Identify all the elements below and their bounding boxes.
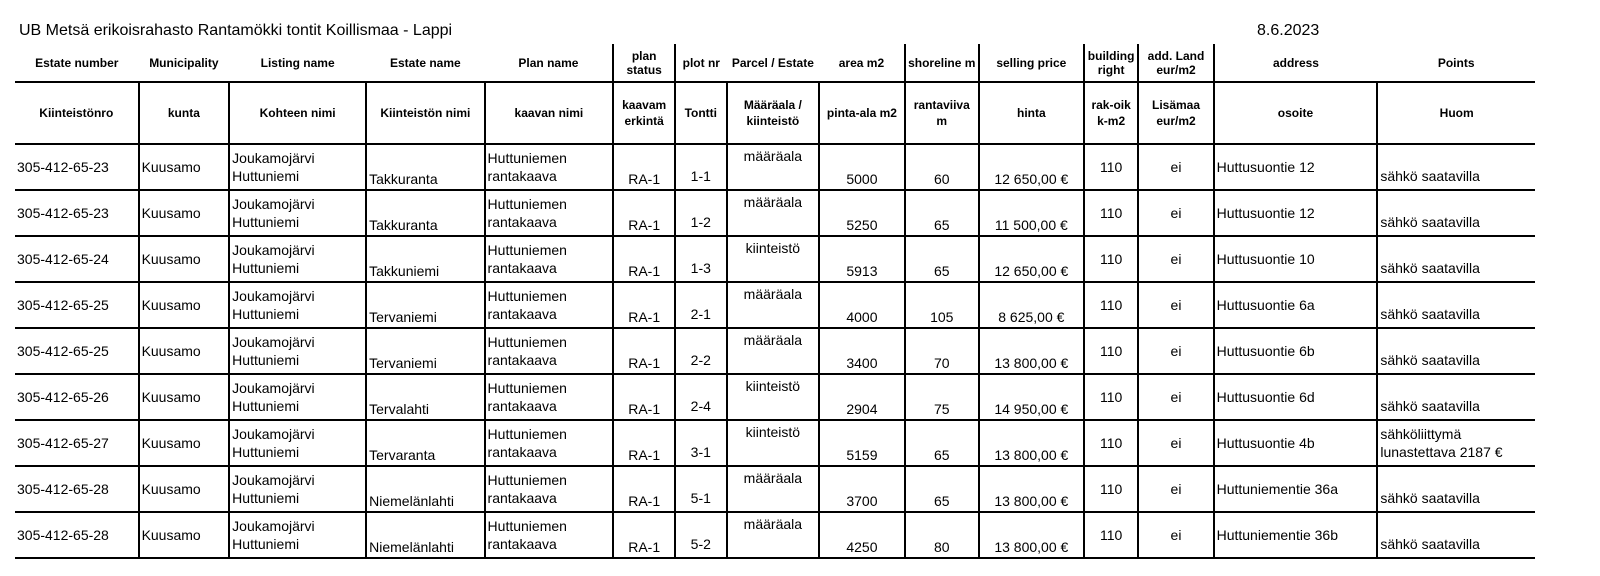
cell-plan-name-line: rantakaava [487, 352, 557, 368]
cell-plot-nr-value: 3-1 [690, 444, 711, 460]
cell-plot-nr-value: 2-1 [690, 306, 711, 322]
cell-municipality: Kuusamo [139, 374, 230, 420]
header-en-area: area m2 [838, 55, 885, 70]
cell-plot-nr-value: 5-1 [690, 490, 711, 506]
cell-price: 13 800,00 € [979, 466, 1084, 512]
cell-price: 14 950,00 € [979, 374, 1084, 420]
cell-points-line: sähkö saatavilla [1380, 214, 1480, 230]
cell-listing-name-line: Huttuniemi [232, 444, 300, 460]
cell-plot-nr [675, 374, 726, 420]
cell-municipality: Kuusamo [139, 282, 230, 328]
cell-points-line [1380, 287, 1533, 305]
header-fi-estate-name: Kiinteistön nimi [366, 82, 484, 144]
cell-shoreline: 105 [905, 282, 979, 328]
cell-municipality: Kuusamo [139, 190, 230, 236]
cell-listing-name-line: Huttuniemi [232, 214, 300, 230]
cell-points [1377, 512, 1535, 558]
cell-plot-nr [675, 512, 726, 558]
cell-shoreline: 65 [905, 236, 979, 282]
cell-estate-name: Tervaniemi [366, 328, 484, 374]
cell-points-line [1380, 195, 1533, 213]
cell-address: Huttusuontie 12 [1214, 190, 1378, 236]
cell-add-land: ei [1138, 282, 1213, 328]
cell-plot-nr-value: 1-2 [690, 214, 711, 230]
cell-plan-name-line: Huttuniemen [487, 288, 567, 304]
cell-add-land: ei [1138, 144, 1213, 190]
cell-building-right: 110 [1084, 282, 1139, 328]
cell-listing-name [229, 236, 366, 282]
cell-area: 2904 [819, 374, 904, 420]
cell-listing-name [229, 328, 366, 374]
cell-plan-name-line: Huttuniemen [487, 472, 567, 488]
cell-parcel: määräala [727, 190, 820, 236]
cell-plan-name-line: rantakaava [487, 168, 557, 184]
cell-shoreline: 65 [905, 466, 979, 512]
cell-plan-name [485, 190, 614, 236]
cell-points [1377, 282, 1535, 328]
cell-points-line: sähkö saatavilla [1380, 260, 1480, 276]
cell-listing-name-line: Joukamojärvi [232, 196, 315, 212]
cell-listing-name-line: Joukamojärvi [232, 242, 315, 258]
cell-estate-number: 305-412-65-28 [15, 512, 139, 558]
cell-estate-number: 305-412-65-25 [15, 282, 139, 328]
cell-plot-nr [675, 190, 726, 236]
cell-plan-status: RA-1 [613, 282, 675, 328]
cell-estate-name: Niemelänlahti [366, 466, 484, 512]
cell-points-line: sähkö saatavilla [1380, 490, 1480, 506]
cell-plan-name-line: Huttuniemen [487, 426, 567, 442]
cell-shoreline: 70 [905, 328, 979, 374]
table-row [15, 512, 1535, 558]
cell-municipality: Kuusamo [139, 144, 230, 190]
header-en-add-land: add. Land eur/m2 [1138, 44, 1213, 82]
cell-area: 5000 [819, 144, 904, 190]
cell-parcel: määräala [727, 328, 820, 374]
header-en-building-right: building right [1084, 44, 1139, 82]
cell-plan-status: RA-1 [613, 328, 675, 374]
cell-municipality: Kuusamo [139, 420, 230, 466]
cell-add-land: ei [1138, 236, 1213, 282]
cell-listing-name-line: Joukamojärvi [232, 288, 315, 304]
cell-address: Huttusuontie 12 [1214, 144, 1378, 190]
cell-add-land: ei [1138, 420, 1213, 466]
table-row [15, 466, 1535, 512]
cell-parcel: määräala [727, 512, 820, 558]
header-fi-price: hinta [979, 82, 1084, 144]
table-row [15, 190, 1535, 236]
cell-building-right: 110 [1084, 374, 1139, 420]
table-row [15, 282, 1535, 328]
header-fi-plot-nr: Tontti [675, 82, 726, 144]
cell-listing-name-line: Huttuniemi [232, 490, 300, 506]
cell-plan-name [485, 466, 614, 512]
cell-area: 5250 [819, 190, 904, 236]
cell-estate-name: Tervalahti [366, 374, 484, 420]
cell-points-line [1380, 333, 1533, 351]
header-en-estate-name: Estate name [389, 55, 461, 70]
cell-plan-status: RA-1 [613, 512, 675, 558]
cell-listing-name [229, 190, 366, 236]
cell-estate-name: Niemelänlahti [366, 512, 484, 558]
header-en-parcel: Parcel / Estate [731, 55, 814, 70]
cell-price: 13 800,00 € [979, 512, 1084, 558]
cell-plan-name-line: rantakaava [487, 490, 557, 506]
cell-points [1377, 236, 1535, 282]
cell-parcel: määräala [727, 466, 820, 512]
cell-listing-name [229, 282, 366, 328]
cell-points-line: sähkö saatavilla [1380, 306, 1480, 322]
cell-points [1377, 466, 1535, 512]
cell-address: Huttusuontie 6a [1214, 282, 1378, 328]
header-en-estate-number: Estate number [35, 55, 119, 70]
cell-address: Huttusuontie 6b [1214, 328, 1378, 374]
cell-plan-name-line: Huttuniemen [487, 150, 567, 166]
cell-listing-name-line: Huttuniemi [232, 168, 300, 184]
header-en-plot-nr: plot nr [682, 55, 720, 70]
cell-building-right: 110 [1084, 144, 1139, 190]
cell-shoreline: 60 [905, 144, 979, 190]
cell-area: 3700 [819, 466, 904, 512]
cell-building-right: 110 [1084, 512, 1139, 558]
cell-estate-number: 305-412-65-26 [15, 374, 139, 420]
header-row-english [15, 44, 1535, 82]
header-en-points: Points [1437, 55, 1475, 70]
cell-plan-status: RA-1 [613, 236, 675, 282]
table-row [15, 144, 1535, 190]
cell-estate-name: Takkuniemi [366, 236, 484, 282]
cell-estate-number: 305-412-65-27 [15, 420, 139, 466]
cell-municipality: Kuusamo [139, 512, 230, 558]
cell-plot-nr [675, 144, 726, 190]
cell-plan-name [485, 374, 614, 420]
header-en-selling-price: selling price [996, 55, 1067, 70]
header-fi-plan-name: kaavan nimi [485, 82, 614, 144]
document-title: UB Metsä erikoisrahasto Rantamökki tontit Koillismaa - Lappi [19, 22, 453, 39]
cell-add-land: ei [1138, 466, 1213, 512]
cell-listing-name [229, 374, 366, 420]
cell-address: Huttusuontie 4b [1214, 420, 1378, 466]
cell-listing-name [229, 512, 366, 558]
header-en-shoreline: shoreline m [905, 44, 979, 82]
cell-listing-name-line: Joukamojärvi [232, 426, 315, 442]
cell-listing-name-line: Huttuniemi [232, 306, 300, 322]
header-row-finnish [15, 82, 1535, 144]
header-en-municipality: Municipality [149, 55, 219, 70]
cell-building-right: 110 [1084, 236, 1139, 282]
cell-estate-number: 305-412-65-23 [15, 190, 139, 236]
cell-area: 3400 [819, 328, 904, 374]
cell-plan-name-line: Huttuniemen [487, 334, 567, 350]
cell-price: 12 650,00 € [979, 236, 1084, 282]
cell-municipality: Kuusamo [139, 328, 230, 374]
header-fi-parcel: Määräala / kiinteistö [727, 82, 820, 144]
header-fi-shoreline: rantaviiva m [905, 82, 979, 144]
cell-building-right: 110 [1084, 190, 1139, 236]
cell-points-line: sähkö saatavilla [1380, 352, 1480, 368]
cell-plan-name-line: rantakaava [487, 536, 557, 552]
cell-plan-name [485, 512, 614, 558]
cell-plot-nr [675, 236, 726, 282]
cell-listing-name-line: Huttuniemi [232, 260, 300, 276]
cell-points [1377, 420, 1535, 466]
header-fi-building-right: rak-oik k-m2 [1084, 82, 1139, 144]
cell-plan-status: RA-1 [613, 466, 675, 512]
header-fi-area: pinta-ala m2 [819, 82, 904, 144]
document-date: 8.6.2023 [1257, 22, 1320, 39]
cell-estate-name: Takkuranta [366, 144, 484, 190]
cell-listing-name-line: Joukamojärvi [232, 334, 315, 350]
cell-points [1377, 144, 1535, 190]
cell-parcel: kiinteistö [727, 420, 820, 466]
cell-plan-name-line: Huttuniemen [487, 380, 567, 396]
cell-plan-status: RA-1 [613, 190, 675, 236]
cell-plan-name [485, 144, 614, 190]
cell-points-line [1380, 241, 1533, 259]
cell-estate-name: Tervaranta [366, 420, 484, 466]
header-fi-points: Huom [1377, 82, 1535, 144]
cell-address: Huttuniementie 36b [1214, 512, 1378, 558]
cell-points-line: sähköliittymä [1380, 426, 1462, 442]
cell-plan-status: RA-1 [613, 420, 675, 466]
cell-points-line: lunastettava 2187 € [1380, 444, 1503, 460]
cell-area: 5913 [819, 236, 904, 282]
cell-address: Huttusuontie 6d [1214, 374, 1378, 420]
cell-estate-number: 305-412-65-25 [15, 328, 139, 374]
table-row [15, 420, 1535, 466]
cell-plan-name [485, 236, 614, 282]
cell-add-land: ei [1138, 374, 1213, 420]
cell-plot-nr [675, 466, 726, 512]
header-fi-estate-number: Kiinteistönro [15, 82, 139, 144]
cell-address: Huttuniementie 36a [1214, 466, 1378, 512]
cell-add-land: ei [1138, 512, 1213, 558]
cell-listing-name-line: Joukamojärvi [232, 150, 315, 166]
cell-listing-name-line: Joukamojärvi [232, 380, 315, 396]
cell-parcel: määräala [727, 144, 820, 190]
cell-estate-number: 305-412-65-23 [15, 144, 139, 190]
cell-plan-name [485, 282, 614, 328]
cell-listing-name-line: Joukamojärvi [232, 472, 315, 488]
cell-plan-status: RA-1 [613, 374, 675, 420]
cell-plot-nr [675, 420, 726, 466]
cell-plan-name-line: rantakaava [487, 398, 557, 414]
cell-estate-name: Tervaniemi [366, 282, 484, 328]
cell-area: 4000 [819, 282, 904, 328]
cell-estate-name: Takkuranta [366, 190, 484, 236]
cell-listing-name-line: Huttuniemi [232, 536, 300, 552]
cell-shoreline: 65 [905, 420, 979, 466]
header-en-address: address [1272, 55, 1319, 70]
cell-plan-name-line: rantakaava [487, 214, 557, 230]
cell-price: 13 800,00 € [979, 420, 1084, 466]
cell-shoreline: 65 [905, 190, 979, 236]
cell-points-line [1380, 149, 1533, 167]
table-row [15, 328, 1535, 374]
cell-plot-nr-value: 1-3 [690, 260, 711, 276]
cell-address: Huttusuontie 10 [1214, 236, 1378, 282]
cell-add-land: ei [1138, 328, 1213, 374]
table-row [15, 236, 1535, 282]
cell-plan-name-line: Huttuniemen [487, 518, 567, 534]
cell-listing-name-line: Huttuniemi [232, 352, 300, 368]
cell-price: 11 500,00 € [979, 190, 1084, 236]
cell-parcel: määräala [727, 282, 820, 328]
cell-points-line: sähkö saatavilla [1380, 168, 1480, 184]
cell-building-right: 110 [1084, 420, 1139, 466]
header-fi-add-land: Lisämaa eur/m2 [1138, 82, 1213, 144]
header-fi-plan-status: kaavam erkintä [613, 82, 675, 144]
cell-price: 13 800,00 € [979, 328, 1084, 374]
cell-points-line [1380, 517, 1533, 535]
cell-plot-nr-value: 2-4 [690, 398, 711, 414]
cell-building-right: 110 [1084, 466, 1139, 512]
cell-municipality: Kuusamo [139, 466, 230, 512]
cell-points [1377, 190, 1535, 236]
cell-area: 5159 [819, 420, 904, 466]
cell-listing-name-line: Joukamojärvi [232, 518, 315, 534]
cell-municipality: Kuusamo [139, 236, 230, 282]
cell-listing-name-line: Huttuniemi [232, 398, 300, 414]
cell-plan-status: RA-1 [613, 144, 675, 190]
cell-price: 8 625,00 € [979, 282, 1084, 328]
cell-plot-nr [675, 328, 726, 374]
cell-plot-nr-value: 5-2 [690, 536, 711, 552]
cell-plan-name-line: Huttuniemen [487, 196, 567, 212]
cell-plan-name-line: rantakaava [487, 260, 557, 276]
header-en-plan-name: Plan name [518, 55, 579, 70]
cell-listing-name [229, 420, 366, 466]
header-en-listing-name: Listing name [260, 55, 335, 70]
cell-points [1377, 328, 1535, 374]
cell-shoreline: 80 [905, 512, 979, 558]
cell-points-line [1380, 471, 1533, 489]
cell-parcel: kiinteistö [727, 374, 820, 420]
cell-plot-nr [675, 282, 726, 328]
cell-points-line [1380, 379, 1533, 397]
cell-plan-name [485, 420, 614, 466]
cell-points [1377, 374, 1535, 420]
cell-points-line: sähkö saatavilla [1380, 398, 1480, 414]
header-fi-listing-name: Kohteen nimi [229, 82, 366, 144]
cell-plan-name [485, 328, 614, 374]
cell-building-right: 110 [1084, 328, 1139, 374]
cell-plan-name-line: rantakaava [487, 444, 557, 460]
cell-listing-name [229, 144, 366, 190]
cell-listing-name [229, 466, 366, 512]
cell-parcel: kiinteistö [727, 236, 820, 282]
cell-price: 12 650,00 € [979, 144, 1084, 190]
cell-points-line: sähkö saatavilla [1380, 536, 1480, 552]
cell-plot-nr-value: 2-2 [690, 352, 711, 368]
cell-plan-name-line: Huttuniemen [487, 242, 567, 258]
cell-add-land: ei [1138, 190, 1213, 236]
table-row [15, 374, 1535, 420]
header-fi-address: osoite [1214, 82, 1378, 144]
header-en-plan-status: plan status [613, 44, 675, 82]
plots-table [15, 44, 1535, 559]
cell-shoreline: 75 [905, 374, 979, 420]
cell-estate-number: 305-412-65-28 [15, 466, 139, 512]
cell-estate-number: 305-412-65-24 [15, 236, 139, 282]
cell-area: 4250 [819, 512, 904, 558]
cell-plot-nr-value: 1-1 [690, 168, 711, 184]
cell-plan-name-line: rantakaava [487, 306, 557, 322]
header-fi-municipality: kunta [139, 82, 230, 144]
